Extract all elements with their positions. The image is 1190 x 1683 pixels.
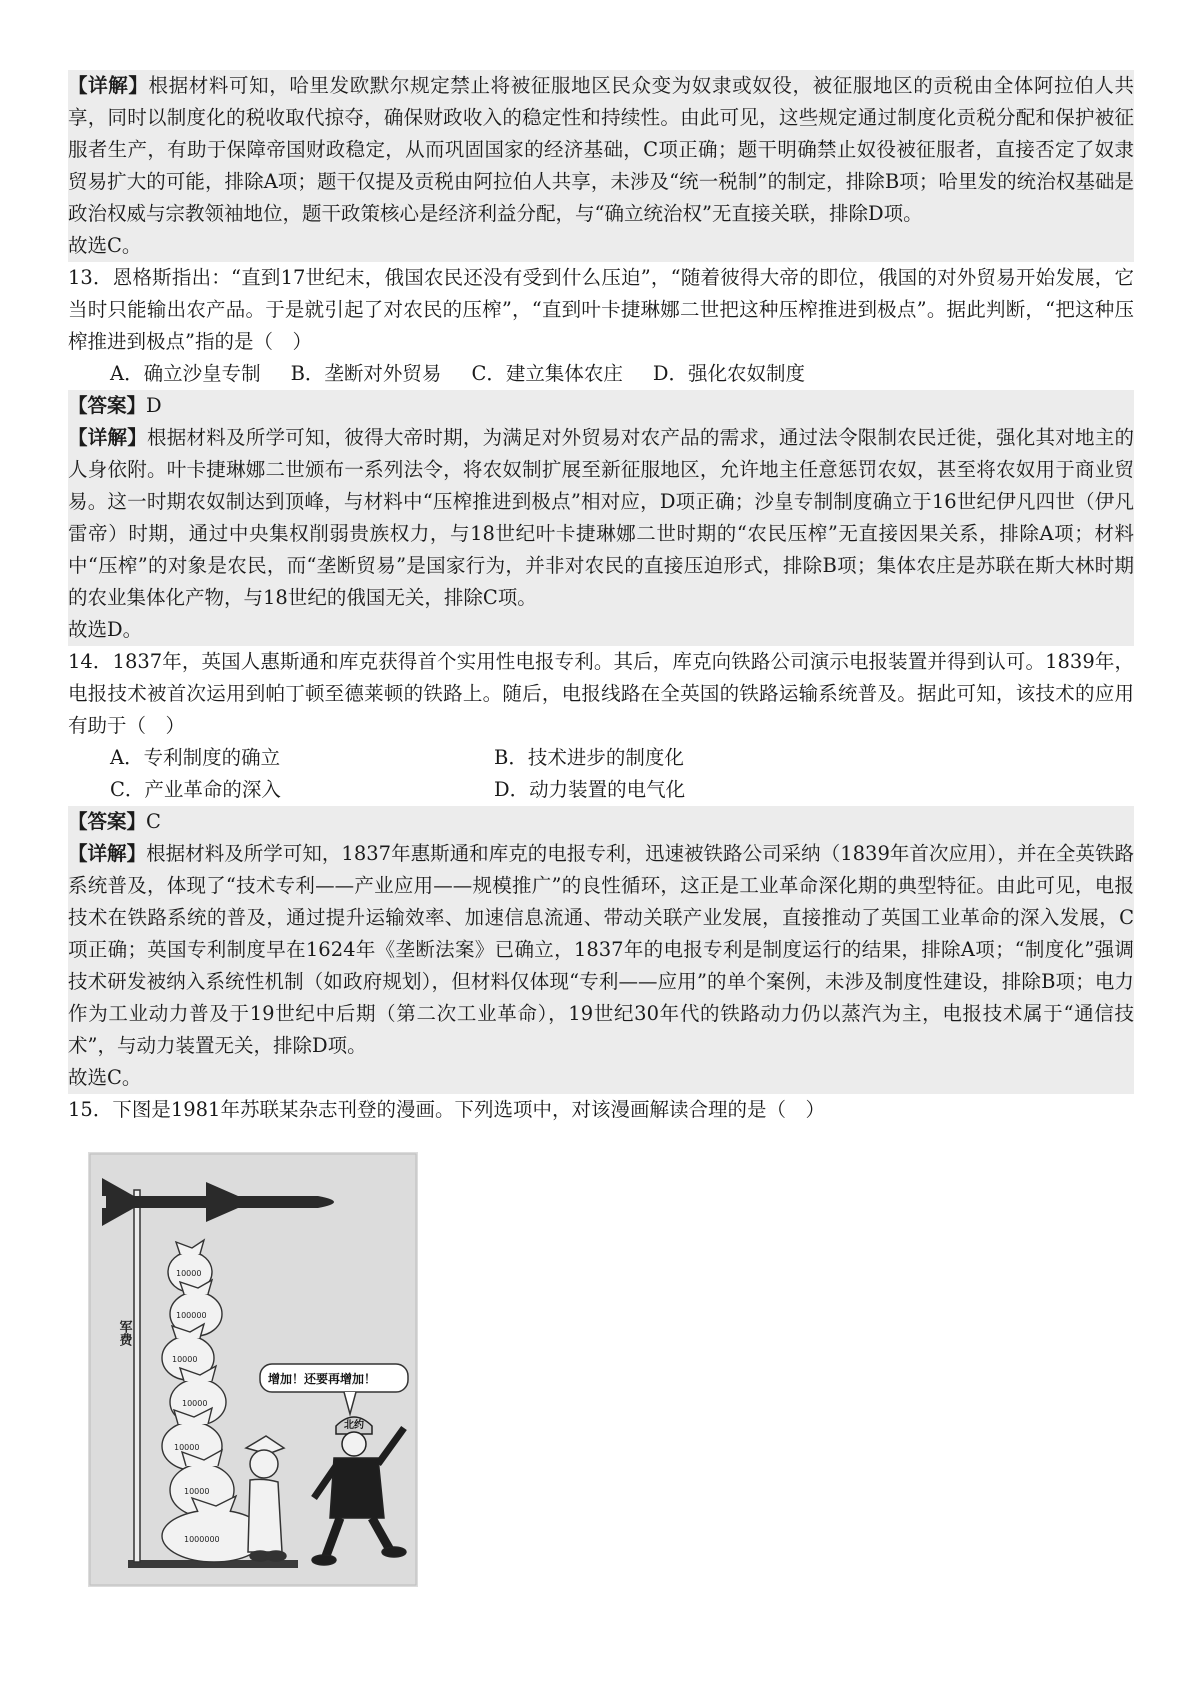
q12-detail-block [68, 70, 1134, 262]
q14-option-b: B．技术进步的制度化 [494, 746, 684, 769]
q14-detail-tag: 【详解】 [68, 842, 147, 865]
money-bag-label-2: 100000 [176, 1311, 207, 1320]
q13-conclusion: 故选D。 [68, 618, 143, 641]
q14-answer [68, 806, 1134, 838]
q13-answer-tag: 【答案】 [68, 394, 147, 417]
q14-detail-text: 根据材料及所学可知，1837年惠斯通和库克的电报专利，迅速被铁路公司采纳（1839年首次应用），并在全英铁路系统普及，体现了“技术专利——产业应用——规模推广”的良性循环，这正是工业革命深化期的典型特征。由此可见，电报技术在铁路系统的普及，通过提升运输效率、加速信息流通、带动关联产业发展，直接推动了英国工业革命的深入发展，C项正确；英国专利制度早在1624年《垄断法案》已确立，1837年的电报专利是制度运行的结果，排除A项；“制度化”强调技术研发被纳入系统性机制（如政府规划），但材料仅体现“专利——应用”的单个案例，未涉及制度性建设，排除B项；电力作为工业动力普及于19世纪中后期（第二次工业革命），19世纪30年代的铁路动力仍以蒸汽为主，电报技术属于“通信技术”，与动力装置无关，排除D项。 [68, 842, 1134, 1057]
q14-answer-block [68, 806, 1134, 1094]
money-bag-label-7: 1000000 [184, 1535, 220, 1544]
q14-detail [68, 838, 1134, 1062]
money-bag-label-1: 10000 [176, 1269, 202, 1278]
q13-stem: 13．恩格斯指出：“直到17世纪末，俄国农民还没有受到什么压迫”，“随着彼得大帝的即位，俄国的对外贸易开始发展，它当时只能输出农产品。于是就引起了对农民的压榨”，“直到叶卡捷琳娜二世把这种压榨推进到极点”。据此判断，“把这种压榨推进到极点”指的是（ ） [68, 266, 1134, 353]
q14-stem: 14．1837年，英国人惠斯通和库克获得首个实用性电报专利。其后，库克向铁路公司演示电报装置并得到认可。1839年，电报技术被首次运用到帕丁顿至德莱顿的铁路上。随后，电报线路在全英国的铁路运输系统普及。据此可知，该技术的应用有助于（ ） [68, 650, 1134, 737]
q12-conclusion: 故选C。 [68, 234, 142, 257]
q13-detail [68, 422, 1134, 614]
pole [134, 1190, 140, 1562]
q13-detail-text: 根据材料及所学可知，彼得大帝时期，为满足对外贸易对农产品的需求，通过法令限制农民迁徙，强化其对地主的人身依附。叶卡捷琳娜二世颁布一系列法令，将农奴制扩展至新征服地区，允许地主任意惩罚农奴，甚至将农奴用于商业贸易。这一时期农奴制达到顶峰，与材料中“压榨推进到极点”相对应，D项正确；沙皇专制制度确立于16世纪伊凡四世（伊凡雷帝）时期，通过中央集权削弱贵族权力，与18世纪叶卡捷琳娜二世时期的“农民压榨”无直接因果关系，排除A项；材料中“压榨”的对象是农民，而“垄断贸易”是国家行为，并非对农民的直接压迫形式，排除B项；集体农庄是苏联在斯大林时期的农业集体化产物，与18世纪的俄国无关，排除C项。 [68, 426, 1134, 609]
q14-answer-value: C [146, 810, 161, 833]
q13-option-b: B．垄断对外贸易 [290, 362, 442, 385]
q14-options [68, 742, 1134, 806]
q13-answer [68, 390, 1134, 422]
q15-stem: 15．下图是1981年苏联某杂志刊登的漫画。下列选项中，对该漫画解读合理的是（ ） [68, 1098, 825, 1121]
q13-answer-value: D [146, 394, 162, 417]
money-bag-label-4: 10000 [182, 1399, 208, 1408]
q14-option-a: A．专利制度的确立 [110, 746, 281, 769]
money-bag-label-5: 10000 [174, 1443, 200, 1452]
q13-answer-block [68, 390, 1134, 646]
helmet-label: 北约 [344, 1420, 364, 1431]
money-bag-label-3: 10000 [172, 1355, 198, 1364]
pole-label: 军费 [116, 1320, 132, 1346]
q12-detail [68, 70, 1134, 230]
cartoon-figure [88, 1152, 418, 1587]
q13-options [68, 358, 1134, 390]
q13-option-c: C．建立集体农庄 [471, 362, 623, 385]
q13-option-a: A．确立沙皇专制 [110, 362, 261, 385]
q12-detail-tag: 【详解】 [68, 74, 149, 97]
q12-detail-text: 根据材料可知，哈里发欧默尔规定禁止将被征服地区民众变为奴隶或奴役，被征服地区的贡税由全体阿拉伯人共享，同时以制度化的税收取代掠夺，确保财政收入的稳定性和持续性。由此可见，这些规定通过制度化贡税分配和保护被征服者生产，有助于保障帝国财政稳定，从而巩固国家的经济基础，C项正确；题干明确禁止奴役被征服者，直接否定了奴隶贸易扩大的可能，排除A项；题干仅提及贡税由阿拉伯人共享，未涉及“统一税制”的制定，排除B项；哈里发的统治权基础是政治权威与宗教领袖地位，题干政策核心是经济利益分配，与“确立统治权”无直接关联，排除D项。 [68, 74, 1134, 225]
q14-option-c: C．产业革命的深入 [110, 778, 281, 801]
q13-detail-tag: 【详解】 [68, 426, 147, 449]
q14-option-d: D．动力装置的电气化 [494, 778, 686, 801]
q13-option-d: D．强化农奴制度 [652, 362, 805, 385]
money-bag-label-6: 10000 [184, 1487, 210, 1496]
speech-text: 增加！还要再增加！ [268, 1372, 377, 1386]
q14-answer-tag: 【答案】 [68, 810, 147, 833]
q14-conclusion: 故选C。 [68, 1066, 142, 1089]
page-content [68, 70, 1134, 1126]
